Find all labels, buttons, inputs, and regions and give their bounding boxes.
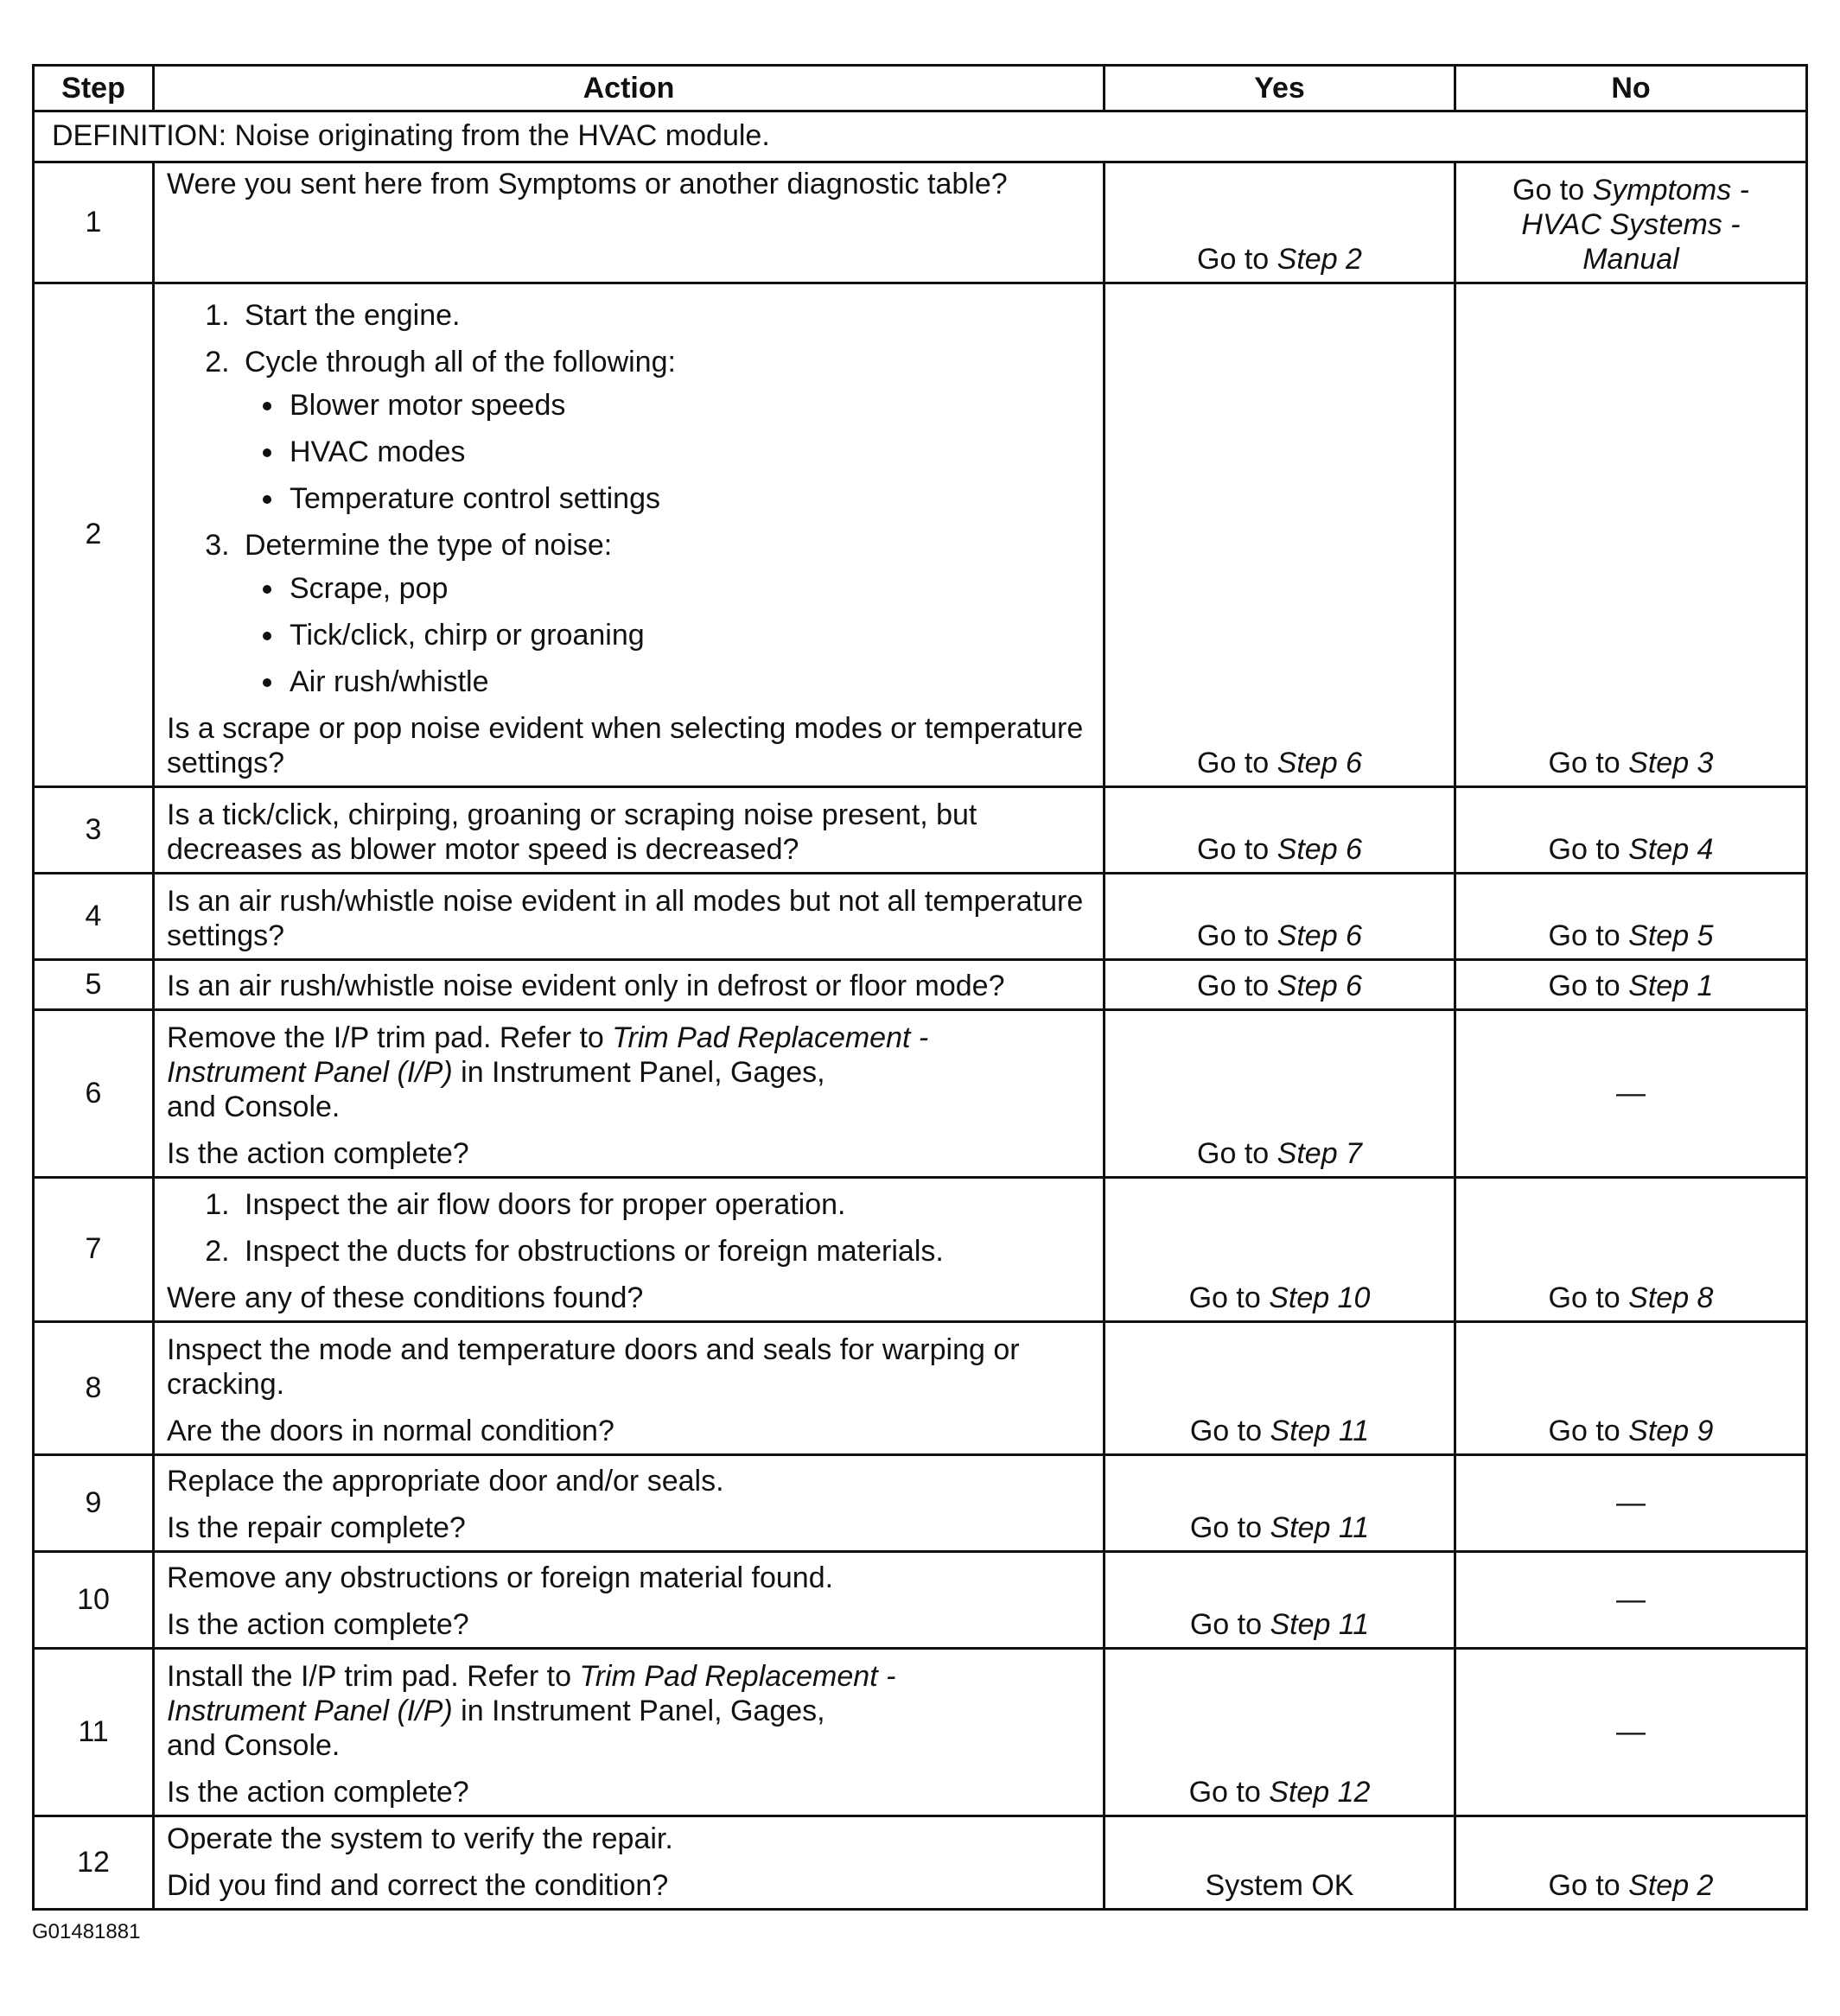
instruction-text: Remove the I/P trim pad. Refer to: [167, 1021, 604, 1054]
step-link[interactable]: Step 7: [1277, 1137, 1362, 1170]
header-action: Action: [154, 66, 1105, 111]
action-cell: [154, 1455, 1105, 1552]
reference-link[interactable]: Trim Pad Replacement -: [612, 1021, 929, 1054]
table-row: [34, 283, 1807, 787]
bullet-item: • Tick/click, chirp or groaning: [286, 618, 1094, 652]
action-cell: [154, 162, 1105, 283]
reference-link[interactable]: Instrument Panel (I/P): [167, 1056, 453, 1089]
yes-cell: [1105, 1552, 1455, 1649]
table-row: [34, 960, 1807, 1010]
step-link[interactable]: Step 1: [1628, 970, 1714, 1002]
step-number: 5: [34, 960, 154, 1010]
step-number: 8: [34, 1322, 154, 1455]
instruction-text: and Console.: [167, 1091, 341, 1123]
action-cell: [154, 1010, 1105, 1178]
step-number: 11: [34, 1649, 154, 1816]
go-to-label: Go to: [1548, 833, 1620, 866]
table-row: [34, 1816, 1807, 1910]
yes-cell: [1105, 162, 1455, 283]
symptoms-link[interactable]: Symptoms -: [1592, 174, 1749, 207]
action-cell: [154, 1649, 1105, 1816]
step-link[interactable]: Step 6: [1277, 747, 1362, 779]
question-text: Is the action complete?: [167, 1137, 469, 1170]
go-to-label: Go to: [1197, 919, 1270, 952]
bullet-item: • Air rush/whistle: [286, 665, 1094, 699]
no-cell: —: [1455, 1455, 1807, 1552]
table-row: [34, 1455, 1807, 1552]
go-to-label: Go to: [1548, 919, 1620, 952]
step-link[interactable]: Step 11: [1270, 1608, 1370, 1641]
table-row: [34, 1552, 1807, 1649]
yes-cell: [1105, 960, 1455, 1010]
yes-cell: [1105, 874, 1455, 960]
action-cell: [154, 283, 1105, 787]
instruction-text: Inspect the mode and temperature doors and seals for warping or cracking.: [167, 1333, 1020, 1401]
no-cell: [1455, 1322, 1807, 1455]
step-number: 2: [34, 283, 154, 787]
symptoms-link[interactable]: Manual: [1582, 243, 1679, 276]
yes-cell: [1105, 1322, 1455, 1455]
no-cell: —: [1455, 1010, 1807, 1178]
yes-cell: [1105, 283, 1455, 787]
symptoms-link[interactable]: HVAC Systems -: [1521, 208, 1741, 241]
header-yes: Yes: [1105, 66, 1455, 111]
question-text: Are the doors in normal condition?: [167, 1415, 614, 1447]
go-to-label: Go to: [1197, 970, 1270, 1002]
no-cell: —: [1455, 1649, 1807, 1816]
procedure-item: 2. Inspect the ducts for obstructions or foreign materials.: [238, 1234, 1094, 1269]
go-to-label: Go to: [1197, 1137, 1270, 1170]
instruction-text: in Instrument Panel, Gages,: [461, 1695, 825, 1727]
action-cell: [154, 1178, 1105, 1322]
step-link[interactable]: Step 8: [1628, 1281, 1714, 1314]
bullet-item: • Blower motor speeds: [286, 388, 1094, 423]
bullet-item: • Temperature control settings: [286, 481, 1094, 516]
step-link[interactable]: Step 5: [1628, 919, 1714, 952]
instruction-text: Install the I/P trim pad. Refer to: [167, 1660, 572, 1693]
definition-text: DEFINITION: Noise originating from the HVAC module.: [34, 111, 1807, 162]
step-number: 9: [34, 1455, 154, 1552]
instruction-text: Replace the appropriate door and/or seals.: [167, 1465, 724, 1498]
header-no: No: [1455, 66, 1807, 111]
question-text: Is a scrape or pop noise evident when selecting modes or temperature settings?: [167, 712, 1084, 779]
step-link[interactable]: Step 11: [1270, 1511, 1370, 1544]
reference-link[interactable]: Trim Pad Replacement -: [579, 1660, 896, 1693]
action-cell: [154, 1322, 1105, 1455]
header-row: [34, 66, 1807, 111]
go-to-label: Go to: [1189, 1608, 1263, 1641]
yes-cell: [1105, 1010, 1455, 1178]
no-cell: [1455, 874, 1807, 960]
go-to-label: Go to: [1548, 747, 1620, 779]
go-to-label: Go to: [1197, 243, 1270, 276]
instruction-text: in Instrument Panel, Gages,: [461, 1056, 825, 1089]
question-text: Is the action complete?: [167, 1608, 469, 1641]
step-link[interactable]: Step 9: [1628, 1415, 1714, 1447]
step-link[interactable]: Step 2: [1628, 1869, 1714, 1902]
question-text: Did you find and correct the condition?: [167, 1869, 669, 1902]
table-row: [34, 787, 1807, 874]
go-to-label: Go to: [1548, 1281, 1620, 1314]
no-cell: [1455, 1816, 1807, 1910]
procedure-item: 2. Cycle through all of the following: • Blower motor speeds • HVAC modes • Temperature control settings: [238, 345, 1094, 516]
step-number: 3: [34, 787, 154, 874]
go-to-label: Go to: [1188, 1281, 1261, 1314]
go-to-label: Go to: [1189, 1415, 1263, 1447]
no-cell: —: [1455, 1552, 1807, 1649]
no-cell: [1455, 1178, 1807, 1322]
procedure-item: 1. Start the engine.: [238, 298, 1094, 333]
go-to-label: Go to: [1512, 174, 1585, 207]
reference-link[interactable]: Instrument Panel (I/P): [167, 1695, 453, 1727]
go-to-label: Go to: [1189, 1511, 1263, 1544]
question-text: Were you sent here from Symptoms or another diagnostic table?: [167, 168, 1008, 200]
step-link[interactable]: Step 6: [1277, 970, 1362, 1002]
step-number: 7: [34, 1178, 154, 1322]
table-row: [34, 162, 1807, 283]
step-number: 12: [34, 1816, 154, 1910]
instruction-text: Operate the system to verify the repair.: [167, 1822, 673, 1855]
question-text: Were any of these conditions found?: [167, 1281, 644, 1314]
go-to-label: Go to: [1197, 833, 1270, 866]
table-row: [34, 1322, 1807, 1455]
no-cell: [1455, 162, 1807, 283]
step-link[interactable]: Step 3: [1628, 747, 1714, 779]
table-row: [34, 1178, 1807, 1322]
procedure-item: 3. Determine the type of noise: • Scrape, pop • Tick/click, chirp or groaning • Air rush/whistle: [238, 528, 1094, 699]
no-cell: [1455, 787, 1807, 874]
question-text: Is an air rush/whistle noise evident in all modes but not all temperature settings?: [154, 874, 1105, 960]
step-link[interactable]: Step 4: [1628, 833, 1714, 866]
figure-id: G01481881: [32, 1920, 141, 1943]
yes-cell: [1105, 1455, 1455, 1552]
question-text: Is the action complete?: [167, 1776, 469, 1809]
procedure-list: [167, 1187, 1094, 1269]
instruction-text: Remove any obstructions or foreign material found.: [167, 1561, 834, 1594]
table-row: [34, 874, 1807, 960]
step-link[interactable]: Step 2: [1277, 243, 1362, 276]
question-text: Is a tick/click, chirping, groaning or scraping noise present, but decreases as blower motor speed is decreased?: [154, 787, 1105, 874]
step-link[interactable]: Step 6: [1277, 919, 1362, 952]
instruction-text: and Console.: [167, 1729, 341, 1762]
bullet-list: [245, 571, 1094, 699]
step-link[interactable]: Step 12: [1269, 1776, 1371, 1809]
table-row: [34, 1010, 1807, 1178]
bullet-item: • Scrape, pop: [286, 571, 1094, 606]
bullet-list: [245, 388, 1094, 516]
step-link[interactable]: Step 6: [1277, 833, 1362, 866]
yes-cell: [1105, 787, 1455, 874]
go-to-label: Go to: [1548, 970, 1620, 1002]
diagnostic-table: [32, 64, 1808, 1911]
step-number: 10: [34, 1552, 154, 1649]
question-text: Is the repair complete?: [167, 1511, 466, 1544]
yes-cell: System OK: [1105, 1816, 1455, 1910]
step-number: 6: [34, 1010, 154, 1178]
step-link[interactable]: Step 10: [1269, 1281, 1371, 1314]
procedure-list: [167, 298, 1094, 699]
question-text: Is an air rush/whistle noise evident only in defrost or floor mode?: [154, 960, 1105, 1010]
step-link[interactable]: Step 11: [1270, 1415, 1370, 1447]
step-number: 1: [34, 162, 154, 283]
no-cell: [1455, 283, 1807, 787]
header-step: Step: [34, 66, 154, 111]
yes-cell: [1105, 1649, 1455, 1816]
definition-row: [34, 111, 1807, 162]
bullet-item: • HVAC modes: [286, 435, 1094, 469]
action-cell: [154, 1816, 1105, 1910]
diagnostic-table-container: [32, 64, 1805, 1911]
yes-cell: [1105, 1178, 1455, 1322]
go-to-label: Go to: [1188, 1776, 1261, 1809]
procedure-item: 1. Inspect the air flow doors for proper operation.: [238, 1187, 1094, 1222]
go-to-label: Go to: [1548, 1415, 1620, 1447]
step-number: 4: [34, 874, 154, 960]
action-cell: [154, 1552, 1105, 1649]
table-row: [34, 1649, 1807, 1816]
go-to-label: Go to: [1548, 1869, 1620, 1902]
go-to-label: Go to: [1197, 747, 1270, 779]
no-cell: [1455, 960, 1807, 1010]
